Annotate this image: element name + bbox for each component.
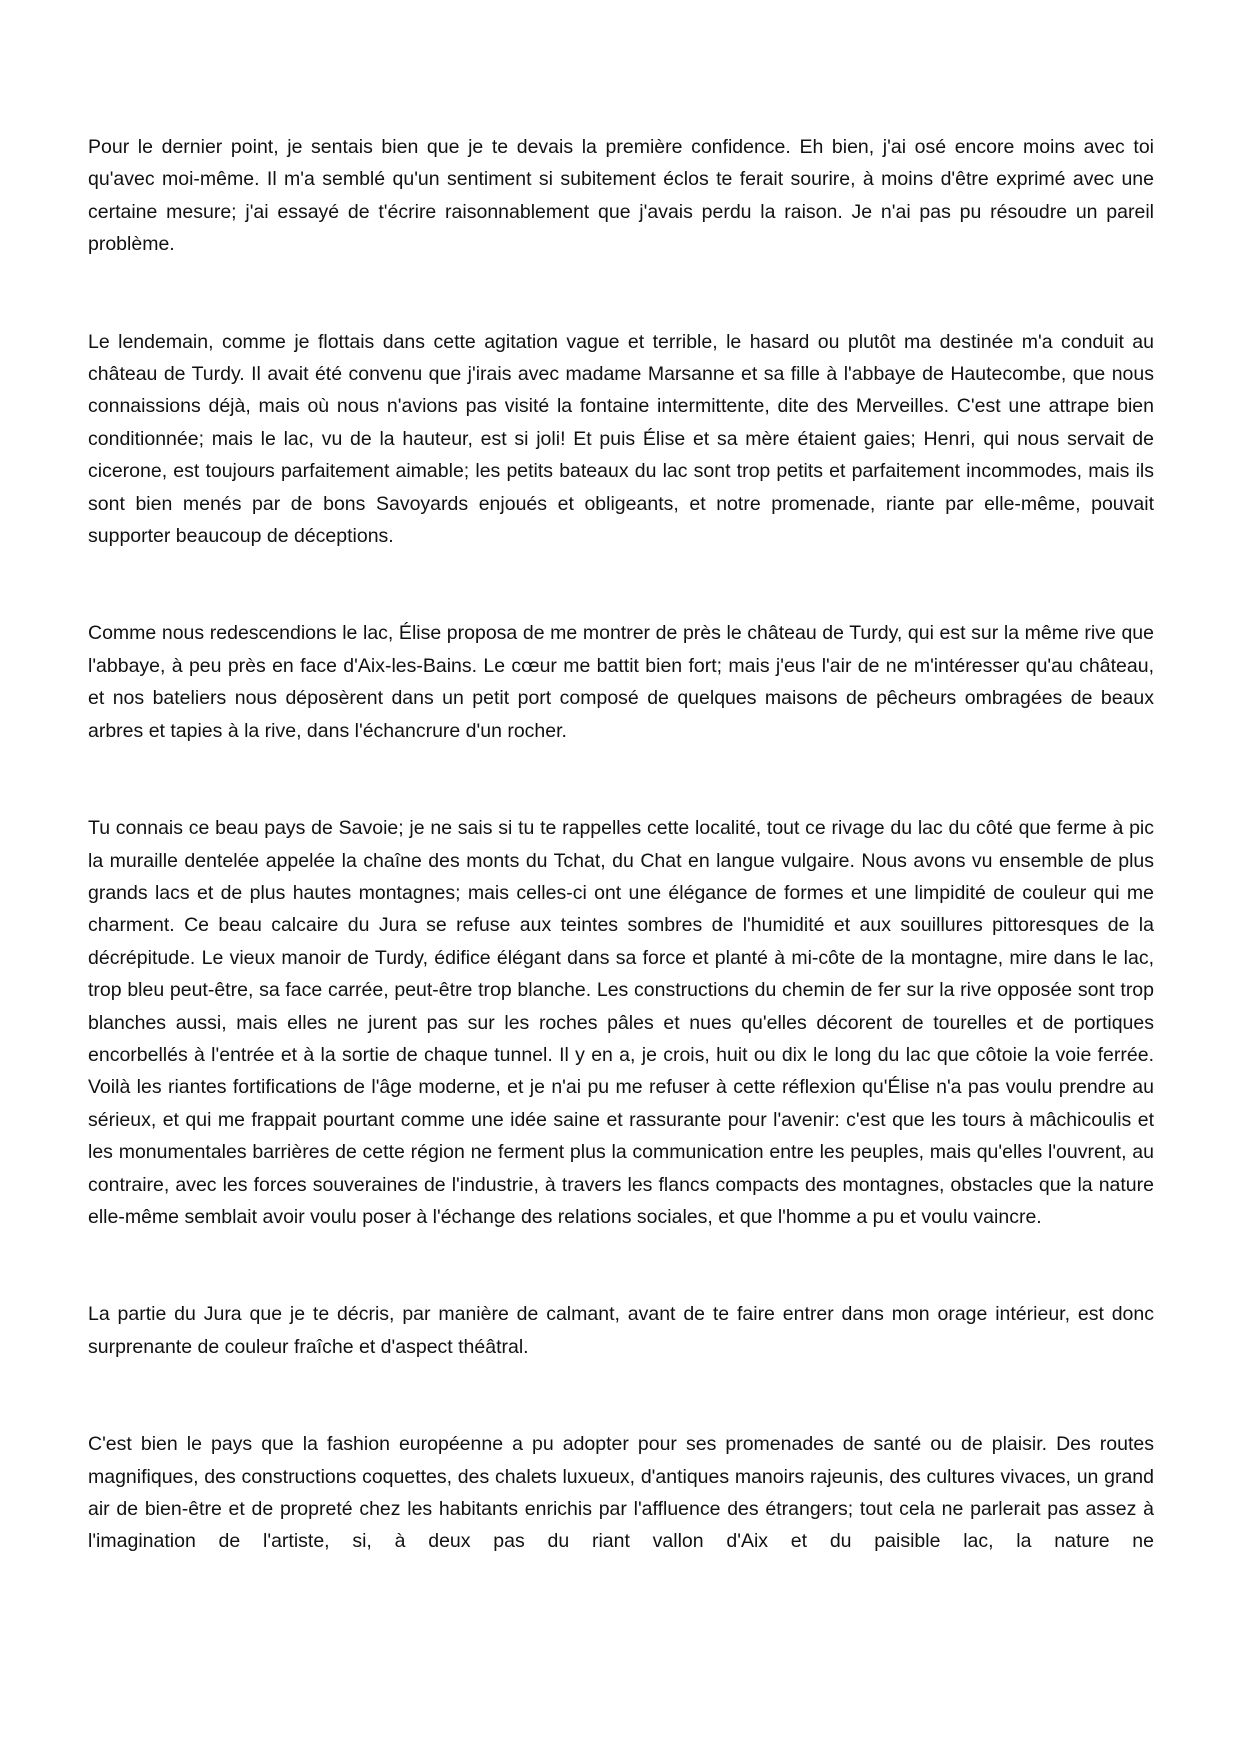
paragraph-5: La partie du Jura que je te décris, par manière de calmant, avant de te faire entrer dans mon orage intérieur, est donc surprenante de couleur fraîche et d'aspect théâtral. — [88, 1303, 1154, 1358]
paragraph-2: Le lendemain, comme je flottais dans cette agitation vague et terrible, le hasard ou plutôt ma destinée m'a conduit au château de Turdy. Il avait été convenu que j'irais avec madame Marsanne et sa fille à l'abbaye de Hautecombe, que nous connaissions déjà, mais où nous n'avions pas visité la fontaine intermittente, dite des Merveilles. C'est une attrape bien conditionnée; mais le lac, vu de la hauteur, est si joli! Et puis Élise et sa mère étaient gaies; Henri, qui nous servait de cicerone, est toujours parfaitement aimable; les petits bateaux du lac sont trop petits et parfaitement incommodes, mais ils sont bien menés par de bons Savoyards enjoués et obligeants, et notre promenade, riante par elle-même, pouvait supporter beaucoup de déceptions. — [88, 330, 1154, 548]
paragraph-1: Pour le dernier point, je sentais bien que je te devais la première confidence. Eh bien, j'ai osé encore moins avec toi qu'avec moi-même. Il m'a semblé qu'un sentiment si subitement éclos te ferait sourire, à moins d'être exprimé avec une certaine mesure; j'ai essayé de t'écrire raisonnablement que j'avais perdu la raison. Je n'ai pas pu résoudre un pareil problème. — [88, 136, 1154, 256]
paragraph-3: Comme nous redescendions le lac, Élise proposa de me montrer de près le château de Turdy, qui est sur la même rive que l'abbaye, à peu près en face d'Aix-les-Bains. Le cœur me battit bien fort; mais j'eus l'air de ne m'intéresser qu'au château, et nos bateliers nous déposèrent dans un petit port composé de quelques maisons de pêcheurs ombragées de beaux arbres et tapies à la rive, dans l'échancrure d'un rocher. — [88, 622, 1154, 742]
document-body — [88, 131, 1154, 1623]
paragraph-4: Tu connais ce beau pays de Savoie; je ne sais si tu te rappelles cette localité, tout ce rivage du lac du côté que ferme à pic la muraille dentelée appelée la chaîne des monts du Tchat, du Chat en langue vulgaire. Nous avons vu ensemble de plus grands lacs et de plus hautes montagnes; mais celles-ci ont une élégance de formes et une limpidité de couleur qui me charment. Ce beau calcaire du Jura se refuse aux teintes sombres de l'humidité et aux souillures pittoresques de la décrépitude. Le vieux manoir de Turdy, édifice élégant dans sa force et planté à mi-côte de la montagne, mire dans le lac, trop bleu peut-être, sa face carrée, peut-être trop blanche. Les constructions du chemin de fer sur la rive opposée sont trop blanches aussi, mais elles ne jurent pas sur les roches pâles et nues qu'elles décorent de tourelles et de portiques encorbellés à l'entrée et à la sortie de chaque tunnel. Il y en a, je crois, huit ou dix le long du lac que côtoie la voie ferrée. Voilà les riantes fortifications de l'âge moderne, et je n'ai pu me refuser à cette réflexion qu'Élise n'a pas voulu prendre au sérieux, et qui me frappait pourtant comme une idée saine et rassurante pour l'avenir: c'est que les tours à mâchicoulis et les monumentales barrières de cette région ne ferment plus la communication entre les peuples, mais qu'elles l'ouvrent, au contraire, avec les forces souveraines de l'industrie, à travers les flancs compacts des montagnes, obstacles que la nature elle-même semblait avoir voulu poser à l'échange des relations sociales, et que l'homme a pu et voulu vaincre. — [88, 817, 1154, 1228]
paragraph-6: C'est bien le pays que la fashion européenne a pu adopter pour ses promenades de santé ou de plaisir. Des routes magnifiques, des constructions coquettes, des chalets luxueux, d'antiques manoirs rajeunis, des cultures vivaces, un grand air de bien-être et de propreté chez les habitants enrichis par l'affluence des étrangers; tout cela ne parlerait pas assez à l'imagination de l'artiste, si, à deux pas du riant vallon d'Aix et du paisible lac, la nature ne — [88, 1433, 1154, 1553]
